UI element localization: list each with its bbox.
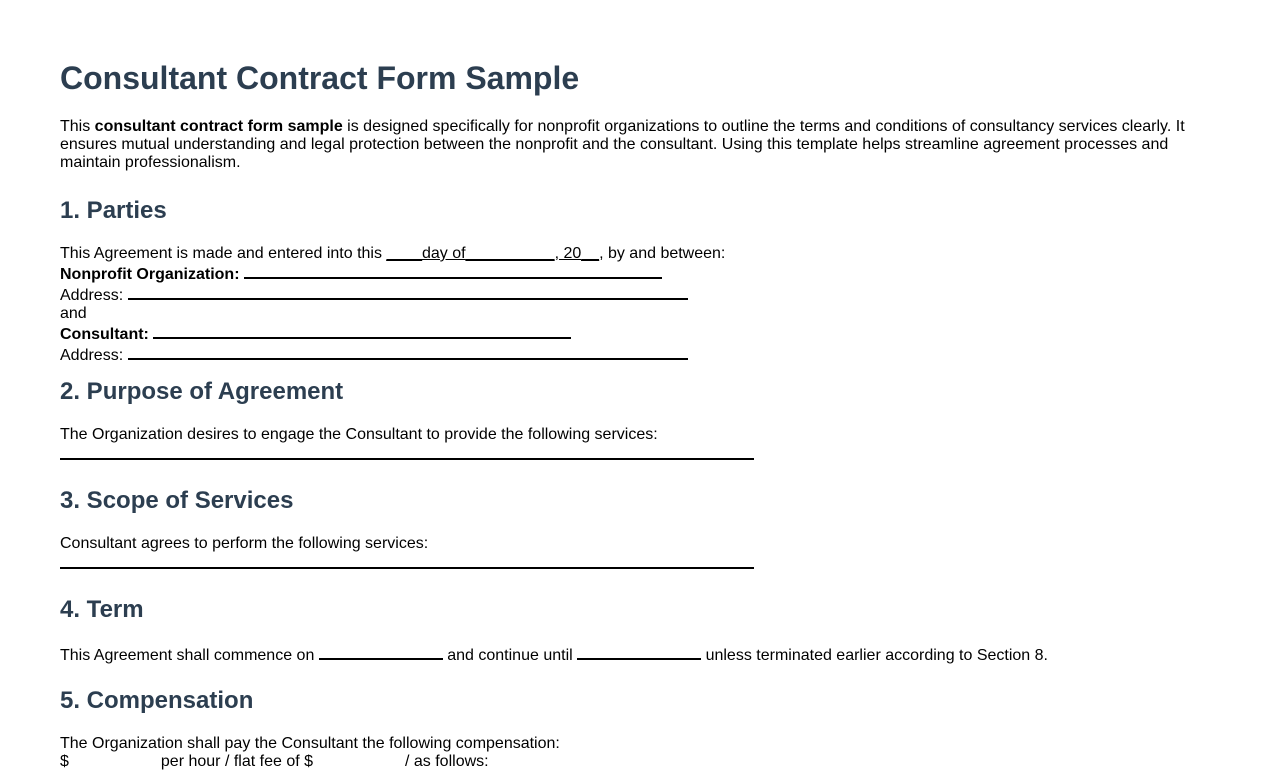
compensation-amount-line [60,753,1190,771]
org-name-field[interactable] [244,263,662,279]
term-text [60,644,1190,665]
page-title: Consultant Contract Form Sample [60,60,580,96]
term-suffix: unless terminated earlier according to Section 8. [701,647,1048,664]
end-date-field[interactable] [577,644,701,660]
consultant-name-label: Consultant: [60,326,149,343]
section-heading-purpose: 2. Purpose of Agreement [60,378,344,405]
agreement-date-line [60,245,1190,263]
consultant-name-line [60,323,1190,344]
day-field[interactable]: ____ [386,245,422,262]
org-name-line [60,263,1190,284]
compensation-text: The Organization shall pay the Consultant the following compensation: [60,735,560,752]
consultant-address-label: Address: [60,347,124,364]
year-field[interactable]: __ [581,245,600,262]
date-line-suffix: , by and between: [599,245,726,262]
term-prefix: This Agreement shall commence on [60,647,319,664]
scope-text: Consultant agrees to perform the following services: [60,535,429,552]
section-heading-parties: 1. Parties [60,197,167,224]
month-field[interactable]: __________ [465,245,555,262]
purpose-field[interactable] [60,458,754,460]
purpose-text: The Organization desires to engage the Consultant to provide the following services: [60,426,658,443]
org-address-line [60,284,1190,305]
as-follows-label: / as follows: [405,753,489,770]
section-heading-scope: 3. Scope of Services [60,487,294,514]
consultant-address-field[interactable] [128,344,688,360]
term-middle: and continue until [442,647,578,664]
intro-bold: consultant contract form sample [94,118,343,135]
dollar-sign: $ [60,753,69,770]
intro-paragraph [60,118,1190,172]
day-of-label: day of [422,245,466,262]
year-prefix: , 20 [554,245,582,262]
consultant-address-line [60,344,1190,365]
start-date-field[interactable] [319,644,443,660]
org-address-field[interactable] [128,284,688,300]
intro-suffix: is designed specifically for nonprofit organizations to outline the terms and conditions of consultancy services clearly. It ensures mutual understanding and legal protection between the nonprofit and the consultant. Using this template helps streamline agreement processes and maintain professionalism. [60,118,1185,171]
date-line-prefix: This Agreement is made and entered into this [60,245,387,262]
consultant-name-field[interactable] [153,323,571,339]
parties-block [60,245,1190,365]
intro-prefix: This [60,118,95,135]
section-heading-term: 4. Term [60,596,144,623]
org-address-label: Address: [60,287,124,304]
per-hour-label: per hour / flat fee of $ [160,753,313,770]
scope-field[interactable] [60,567,754,569]
and-text: and [60,305,87,322]
org-name-label: Nonprofit Organization: [60,266,240,283]
section-heading-compensation: 5. Compensation [60,687,254,714]
compensation-block [60,735,1190,771]
